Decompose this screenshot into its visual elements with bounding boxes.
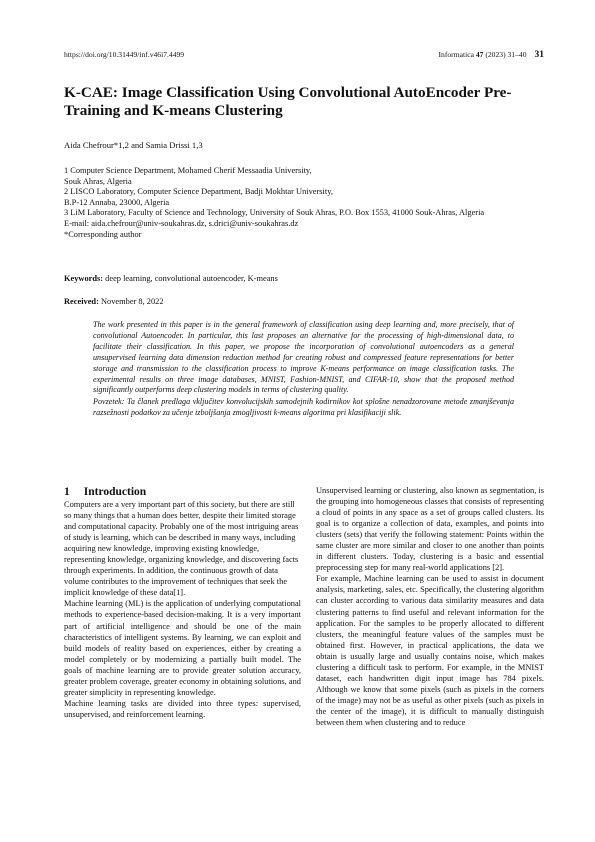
paragraph: Unsupervised learning or clustering, also known as segmentation, is the grouping into homogeneous classes that consists of representing a cloud of points in any space as a set of groups called clusters. Its goal is to organize a collection of data, examples, and points into clusters (sets) that verify the following statement: Points within the same cluster are more similar and closer to one another than points in different clusters. Today, clustering is a basic and essential preprocessing step for many real-world applications [2]. (316, 486, 544, 573)
received-label: Received: (64, 297, 99, 306)
paragraph: Machine learning tasks are divided into three types: supervised, unsupervised, and reinforcement learning. (64, 698, 301, 719)
affiliation-line: Souk Ahras, Algeria (64, 176, 132, 186)
corresponding-author-note: *Corresponding author (64, 229, 142, 239)
paragraph: Machine learning (ML) is the application of underlying computational methods to experience-based decision-making. It is a very important part of artificial intelligence and should be one of the main characteristics of intelligent systems. By learning, we can exploit and build models of reality based on experiences, either by creating a model completely or by modernizing a partially built model. The goals of machine learning are to provide greater solution accuracy, greater problem coverage, greater economy in obtaining solutions, and greater simplicity in representing knowledge. (64, 599, 301, 697)
affiliation-line: 3 LiM Laboratory, Faculty of Science and Technology, University of Souk Ahras, P.O. Box 1553, 41000 Souk-Ahras, Algeria (64, 208, 485, 218)
journal-name: Informatica (438, 50, 474, 59)
affiliation-line: 2 LISCO Laboratory, Computer Science Department, Badji Mokhtar University, (64, 187, 333, 197)
section-heading (64, 485, 301, 499)
keywords-label: Keywords: (64, 274, 104, 283)
received-date (64, 296, 164, 307)
received-text: November 8, 2022 (98, 297, 164, 306)
affiliation-line: 1 Computer Science Department, Mohamed Cherif Messaadia University, (64, 166, 312, 175)
section-title: Introduction (83, 486, 147, 498)
journal-citation (439, 49, 544, 61)
abstract-povzetek: Povzetek: Ta članek predlaga vključitev konvolucijskih samodejnih kodirnikov kot splošne nenadzorovane metode zmanjševanja razsežnosti podatkov za učenje izboljšanja zmogljivosti k-means algoritma pri klasifikaciji slik. (93, 397, 514, 418)
keywords-text: deep learning, convolutional autoencoder, K-means (103, 274, 278, 283)
affiliation-line: B.P-12 Annaba, 23000, Algeria (64, 197, 170, 207)
abstract-english: The work presented in this paper is in the general framework of classification using deep learning and, more precisely, that of convolutional Autoencoder. In particular, this last proposes an alternative for the processing of high-dimensional data, to facilitate their classification. In this paper, we propose the incorporation of convolutional autoencoders as a general unsupervised learning data dimension reduction method for creating robust and compressed feature representations for better storage and transmission to the classification process to improve K-means performance on image classification tasks. The experimental results on three image databases, MNIST, Fashion-MNIST, and CIFAR-10, show that the proposed method significantly outperforms deep clustering models in terms of clustering quality. (93, 320, 514, 395)
abstract (93, 320, 514, 419)
section-number: 1 (64, 486, 70, 498)
email-line[interactable]: E-mail: aida.chefrour@univ-soukahras.dz, s.drici@univ-soukahras.dz (64, 218, 299, 228)
journal-year-pages: (2023) 31–40 (485, 50, 527, 59)
affiliations (64, 166, 544, 240)
journal-volume: 47 (475, 50, 484, 59)
doi-link[interactable]: https://doi.org/10.31449/inf.v46i7.4499 (64, 50, 185, 59)
paragraph: Computers are a very important part of this society, but there are still so many things that a human does better, despite their limited storage and computational capacity. Probably one of the most intriguing areas of study is learning, which can be described in many ways, including acquiring new knowledge, improving existing knowledge, representing knowledge, organizing knowledge, and discovering facts through experiments. In addition, the continuous growth of data volume contributes to the improvement of techniques that seek the implicit knowledge of these data[1]. (64, 500, 299, 598)
left-column (64, 485, 301, 720)
right-column (316, 485, 544, 728)
running-header (64, 49, 544, 61)
paragraph: For example, Machine learning can be used to assist in document analysis, marketing, sales, etc. Specifically, the clustering algorithm can cluster according to various data similarity measures and data clustering patterns to find useful and relevant information for the application. For the samples to be properly allocated to different clusters, the meaningful feature values of the samples must be obtained first. However, in practical applications, the data we obtain is usually large and usually contains noise, which makes clustering a difficult task to perform. For example, in the MNIST dataset, each handwritten digit input image has 784 pixels. Although we know that some pixels (such as pixels in the corners of the image) may not be as useful as other pixels (such as pixels in the center of the image), it is difficult to manually distinguish between them when clustering and to reduce (316, 574, 544, 727)
keywords (64, 273, 278, 284)
page-number: 31 (534, 50, 544, 60)
paper-title: K-CAE: Image Classification Using Convolutional AutoEncoder Pre-Training and K-means Clustering (64, 84, 512, 119)
author-list: Aida Chefrour*1,2 and Samia Drissi 1,3 (64, 140, 203, 150)
